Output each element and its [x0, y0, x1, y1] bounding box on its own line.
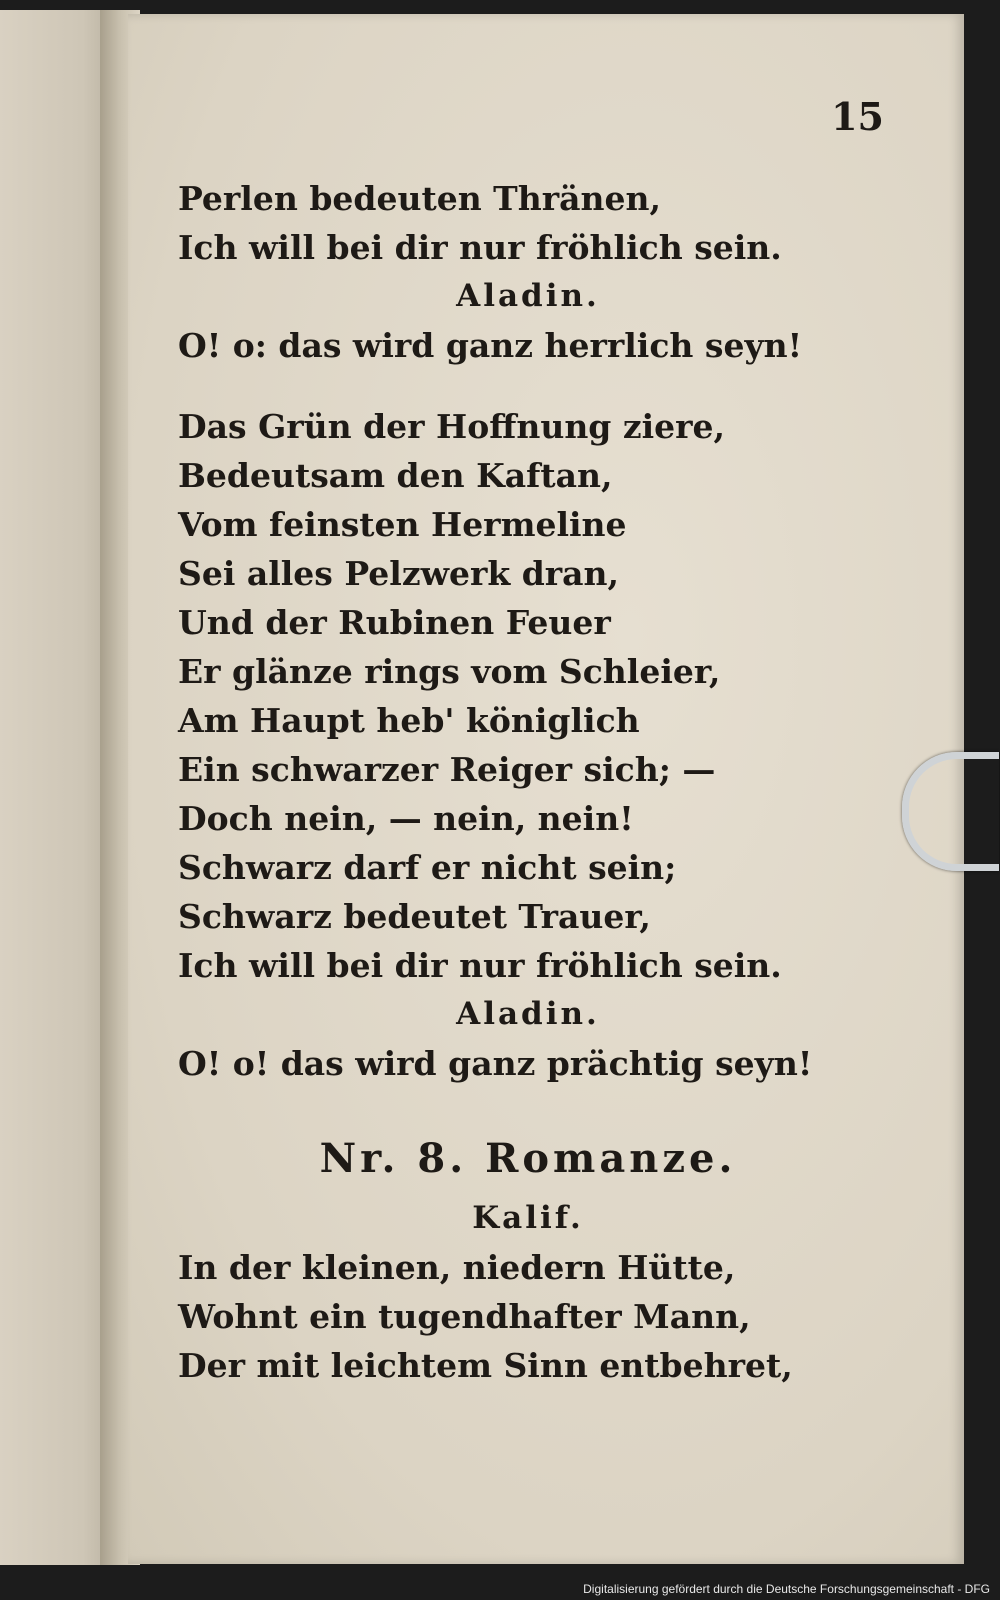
verse-line: Doch nein, — nein, nein!: [178, 799, 634, 838]
page-number: 15: [831, 94, 884, 139]
verse-line: Er glänze rings vom Schleier,: [178, 652, 721, 691]
speaker-label: Aladin.: [456, 996, 600, 1032]
verse-line: Am Haupt heb' königlich: [178, 701, 640, 740]
verse-line: In der kleinen, niedern Hütte,: [178, 1248, 736, 1287]
verse-line: Perlen bedeuten Thränen,: [178, 179, 661, 218]
speaker-label: Aladin.: [456, 278, 600, 314]
verse-line: Ein schwarzer Reiger sich; —: [178, 750, 716, 789]
section-heading: Nr. 8. Romanze.: [319, 1135, 737, 1182]
verse-line: Sei alles Pelzwerk dran,: [178, 554, 620, 593]
digitization-credit: Digitalisierung gefördert durch die Deutsche Forschungsgemeinschaft - DFG: [583, 1582, 990, 1596]
verse-line: O! o! das wird ganz prächtig seyn!: [178, 1044, 813, 1083]
verse-line: Das Grün der Hoffnung ziere,: [178, 407, 726, 446]
paper-clip: [902, 752, 999, 871]
verse-line: Ich will bei dir nur fröhlich sein.: [178, 228, 782, 267]
verse-line: Der mit leichtem Sinn entbehret,: [178, 1346, 793, 1385]
verse-line: Vom feinsten Hermeline: [178, 505, 627, 544]
verse-line: Bedeutsam den Kaftan,: [178, 456, 613, 495]
verse-line: O! o: das wird ganz herrlich seyn!: [178, 326, 803, 365]
speaker-label: Kalif.: [472, 1200, 584, 1236]
book-page: [128, 14, 964, 1564]
page-text: [178, 174, 878, 1390]
verse-line: Schwarz bedeutet Trauer,: [178, 897, 651, 936]
verse-line: Ich will bei dir nur fröhlich sein.: [178, 946, 782, 985]
verse-line: Und der Rubinen Feuer: [178, 603, 611, 642]
verse-line: Wohnt ein tugendhafter Mann,: [178, 1297, 751, 1336]
verse-line: Schwarz darf er nicht sein;: [178, 848, 677, 887]
stanza-gap: [178, 370, 878, 402]
